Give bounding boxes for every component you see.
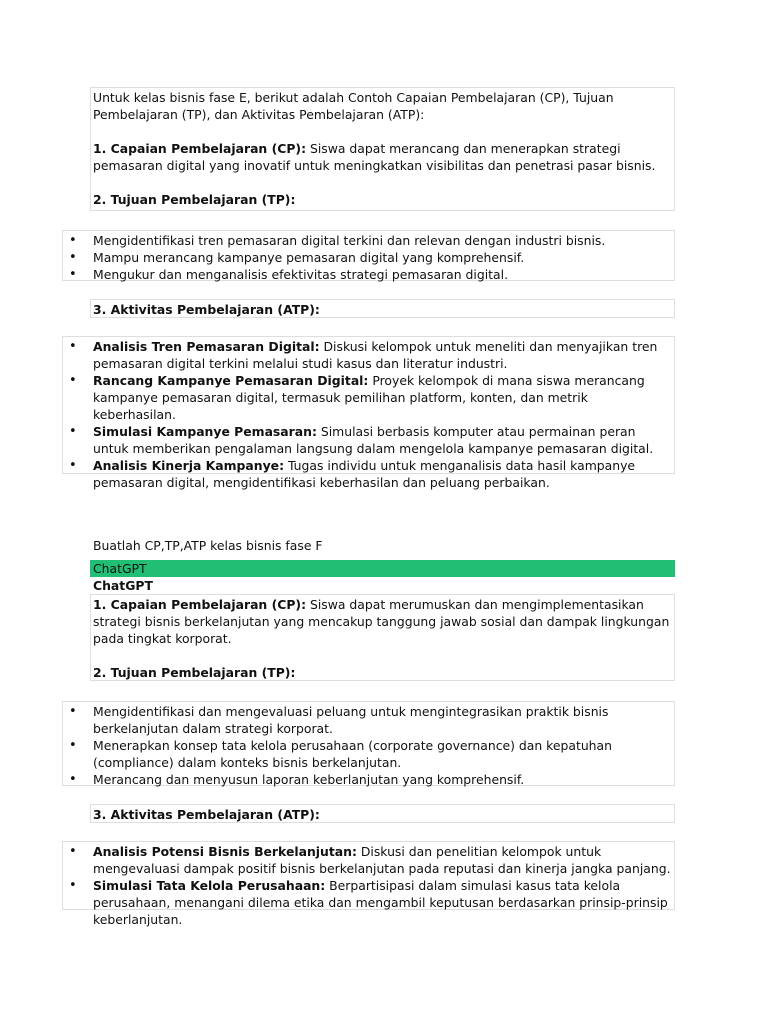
section2-tp-list bbox=[62, 701, 675, 786]
tp-heading: 2. Tujuan Pembelajaran (TP): bbox=[93, 665, 296, 680]
list-item: • Analisis Kinerja Kampanye: Tugas individu untuk menganalisis data hasil kampanye pemasaran digital, mengidentifikasi keberhasilan dan peluang perbaikan. bbox=[93, 457, 672, 491]
atp-heading: 3. Aktivitas Pembelajaran (ATP): bbox=[93, 807, 320, 822]
cp-paragraph bbox=[93, 596, 672, 647]
list-item: • Mengidentifikasi dan mengevaluasi peluang untuk mengintegrasikan praktik bisnis berkelanjutan dalam strategi korporat. bbox=[93, 703, 672, 737]
list-item: • Mengukur dan menganalisis efektivitas strategi pemasaran digital. bbox=[93, 266, 672, 283]
intro-text: Untuk kelas bisnis fase E, berikut adalah Contoh Capaian Pembelajaran (CP), Tujuan Pembelajaran (TP), dan Aktivitas Pembelajaran (ATP): bbox=[93, 90, 614, 122]
cp-text: Siswa dapat merumuskan dan mengimplementasikan strategi bisnis berkelanjutan yang mencakup tanggung jawab sosial dan dampak lingkungan pada tingkat korporat. bbox=[93, 597, 670, 646]
list-item: • Menerapkan konsep tata kelola perusahaan (corporate governance) dan kepatuhan (compliance) dalam konteks bisnis berkelanjutan. bbox=[93, 737, 672, 771]
list-item: • Merancang dan menyusun laporan keberlanjutan yang komprehensif. bbox=[93, 771, 672, 788]
section1-tp-list bbox=[62, 230, 675, 281]
cp-label: 1. Capaian Pembelajaran (CP): bbox=[93, 141, 307, 156]
tp-heading: 2. Tujuan Pembelajaran (TP): bbox=[93, 192, 296, 207]
list-item: • Mampu merancang kampanye pemasaran digital yang komprehensif. bbox=[93, 249, 672, 266]
list-item: • Analisis Tren Pemasaran Digital: Diskusi kelompok untuk meneliti dan menyajikan tren pemasaran digital terkini melalui studi kasus dan literatur industri. bbox=[93, 338, 672, 372]
cp-text: Siswa dapat merancang dan menerapkan strategi pemasaran digital yang inovatif untuk meningkatkan visibilitas dan penetrasi pasar bisnis. bbox=[93, 141, 656, 173]
section1-atp-heading-box bbox=[90, 299, 675, 318]
list-item: • Analisis Potensi Bisnis Berkelanjutan: Diskusi dan penelitian kelompok untuk mengevaluasi dampak positif bisnis berkelanjutan pada reputasi dan kinerja jangka panjang. bbox=[93, 843, 672, 877]
section2-atp-heading-box bbox=[90, 804, 675, 823]
cp-label: 1. Capaian Pembelajaran (CP): bbox=[93, 597, 307, 612]
chatgpt-heading: ChatGPT bbox=[93, 578, 153, 593]
chatgpt-bar: ChatGPT bbox=[90, 560, 675, 577]
list-item: • Rancang Kampanye Pemasaran Digital: Proyek kelompok di mana siswa merancang kampanye pemasaran digital, termasuk pemilihan platform, konten, dan metrik keberhasilan. bbox=[93, 372, 672, 423]
cp-paragraph bbox=[93, 140, 672, 174]
section2-cp-box bbox=[90, 594, 675, 681]
list-item: • Simulasi Tata Kelola Perusahaan: Berpartisipasi dalam simulasi kasus tata kelola perusahaan, menangani dilema etika dan mengambil keputusan berdasarkan prinsip-prinsip keberlanjutan. bbox=[93, 877, 672, 928]
section2-atp-list bbox=[62, 841, 675, 927]
atp-heading: 3. Aktivitas Pembelajaran (ATP): bbox=[93, 302, 320, 317]
list-item: • Mengidentifikasi tren pemasaran digital terkini dan relevan dengan industri bisnis. bbox=[93, 232, 672, 249]
section1-intro-box bbox=[90, 87, 675, 211]
list-item: • Simulasi Kampanye Pemasaran: Simulasi berbasis komputer atau permainan peran untuk memberikan pengalaman langsung dalam mengelola kampanye pemasaran digital. bbox=[93, 423, 672, 457]
prompt-text: Buatlah CP,TP,ATP kelas bisnis fase F bbox=[93, 538, 323, 553]
section1-atp-list bbox=[62, 336, 675, 490]
